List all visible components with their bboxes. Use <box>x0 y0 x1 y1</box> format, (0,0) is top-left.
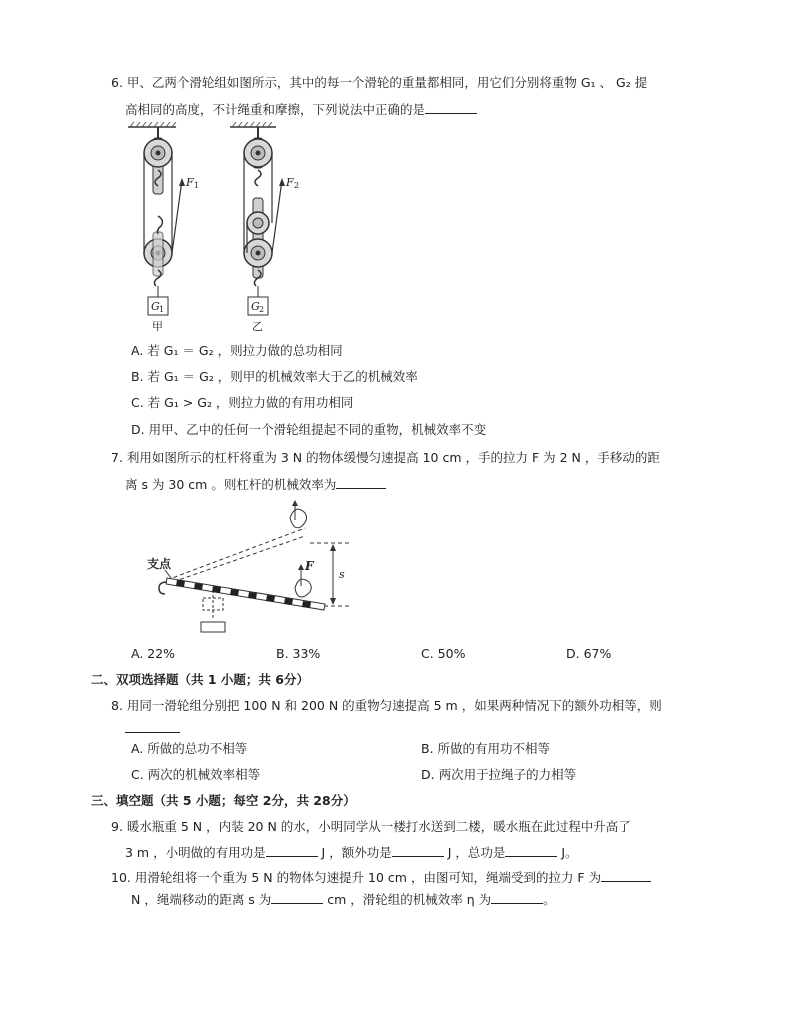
q7-line2 <box>125 475 386 494</box>
q9-l2b: J ，额外功是 <box>317 845 392 860</box>
q8-answer-blank <box>125 719 180 733</box>
q10-blank-distance <box>271 890 323 904</box>
q7-line1: 7. 利用如图所示的杠杆将重为 3 N 的物体缓慢匀速提高 10 cm ，手的拉力 F 为 2 N ，手移动的距 <box>111 450 660 465</box>
q9-line2 <box>125 843 578 862</box>
q10-line1 <box>111 868 651 887</box>
q10-l2c: 。 <box>543 892 556 907</box>
q7-line2-text: 离 s 为 30 cm 。则杠杆的机械效率为 <box>125 477 337 492</box>
s-label: s <box>339 568 345 581</box>
q6-line2 <box>125 100 477 119</box>
q9-l2a: 3 m ，小明做的有用功是 <box>125 845 266 860</box>
q9-l2d: J。 <box>557 845 578 860</box>
q6-option-a: A. 若 G₁ ＝ G₂ ，则拉力做的总功相同 <box>131 343 343 358</box>
q8-option-d: D. 两次用于拉绳子的力相等 <box>421 767 577 782</box>
hand-upper-icon <box>290 500 307 528</box>
q7-option-b: B. 33% <box>276 646 321 661</box>
q9-blank-useful <box>266 843 318 857</box>
q6-option-c: C. 若 G₁ > G₂ ，则拉力做的有用功相同 <box>131 395 354 410</box>
q6-answer-blank <box>425 100 477 114</box>
section2-title: 二、双项选择题（共 1 小题；共 6分） <box>91 672 309 687</box>
ceiling-left <box>128 122 176 127</box>
q10-l2a: N ，绳端移动的距离 s 为 <box>131 892 272 907</box>
q6-option-d: D. 用甲、乙中的任何一个滑轮组提起不同的重物，机械效率不变 <box>131 422 487 437</box>
yi-label: 乙 <box>252 320 263 333</box>
q8-option-a: A. 所做的总功不相等 <box>131 741 248 756</box>
q10-l2b: cm ，滑轮组的机械效率 η 为 <box>323 892 492 907</box>
q9-blank-total <box>505 843 557 857</box>
fulcrum-label: 支点 <box>147 557 172 571</box>
jia-label: 甲 <box>152 320 163 333</box>
q9-line1: 9. 暖水瓶重 5 N ，内装 20 N 的水，小明同学从一楼打水送到二楼，暖水瓶在此过程中升高了 <box>111 819 631 834</box>
pulley-figure <box>120 120 320 340</box>
q8-option-b: B. 所做的有用功不相等 <box>421 741 551 756</box>
q10-line2 <box>131 890 556 909</box>
pulley-system-jia <box>144 127 185 315</box>
q8-line1: 8. 用同一滑轮组分别把 100 N 和 200 N 的重物匀速提高 5 m ，如果两种情况下的额外功相等，则 <box>111 698 662 713</box>
q6-line2-text: 高相同的高度，不计绳重和摩擦，下列说法中正确的是 <box>125 102 426 117</box>
ceiling-right <box>230 122 276 127</box>
f1-sub: 1 <box>194 181 200 190</box>
q6-option-b: B. 若 G₁ ＝ G₂ ，则甲的机械效率大于乙的机械效率 <box>131 369 418 384</box>
q10-l1a: 10. 用滑轮组将一个重为 5 N 的物体匀速提升 10 cm ，由图可知，绳端受到的拉力 F 为 <box>111 870 602 885</box>
pulley-system-yi <box>244 127 285 315</box>
q7-option-d: D. 67% <box>566 646 612 661</box>
q7-option-a: A. 22% <box>131 646 176 661</box>
section3-title: 三、填空题（共 5 小题；每空 2分，共 28分） <box>91 793 356 808</box>
g1-label: G <box>151 300 160 313</box>
g1-sub: 1 <box>159 305 165 314</box>
g2-sub: 2 <box>259 305 265 314</box>
q8-option-c: C. 两次的机械效率相等 <box>131 767 261 782</box>
q10-blank-efficiency <box>491 890 543 904</box>
q9-l2c: J ，总功是 <box>443 845 506 860</box>
q7-option-c: C. 50% <box>421 646 466 661</box>
q9-blank-extra <box>392 843 444 857</box>
lever-figure <box>145 498 365 638</box>
f2-label: F <box>286 176 294 189</box>
q7-answer-blank <box>336 475 386 489</box>
g2-label: G <box>251 300 260 313</box>
f1-label: F <box>186 176 194 189</box>
q8-line2 <box>125 719 180 738</box>
force-label: F <box>305 559 314 573</box>
q6-line1: 6. 甲、乙两个滑轮组如图所示，其中的每一个滑轮的重量都相同，用它们分别将重物 G₁ 、 G₂ 提 <box>111 75 648 90</box>
q10-blank-force <box>601 868 651 882</box>
f2-sub: 2 <box>294 181 300 190</box>
